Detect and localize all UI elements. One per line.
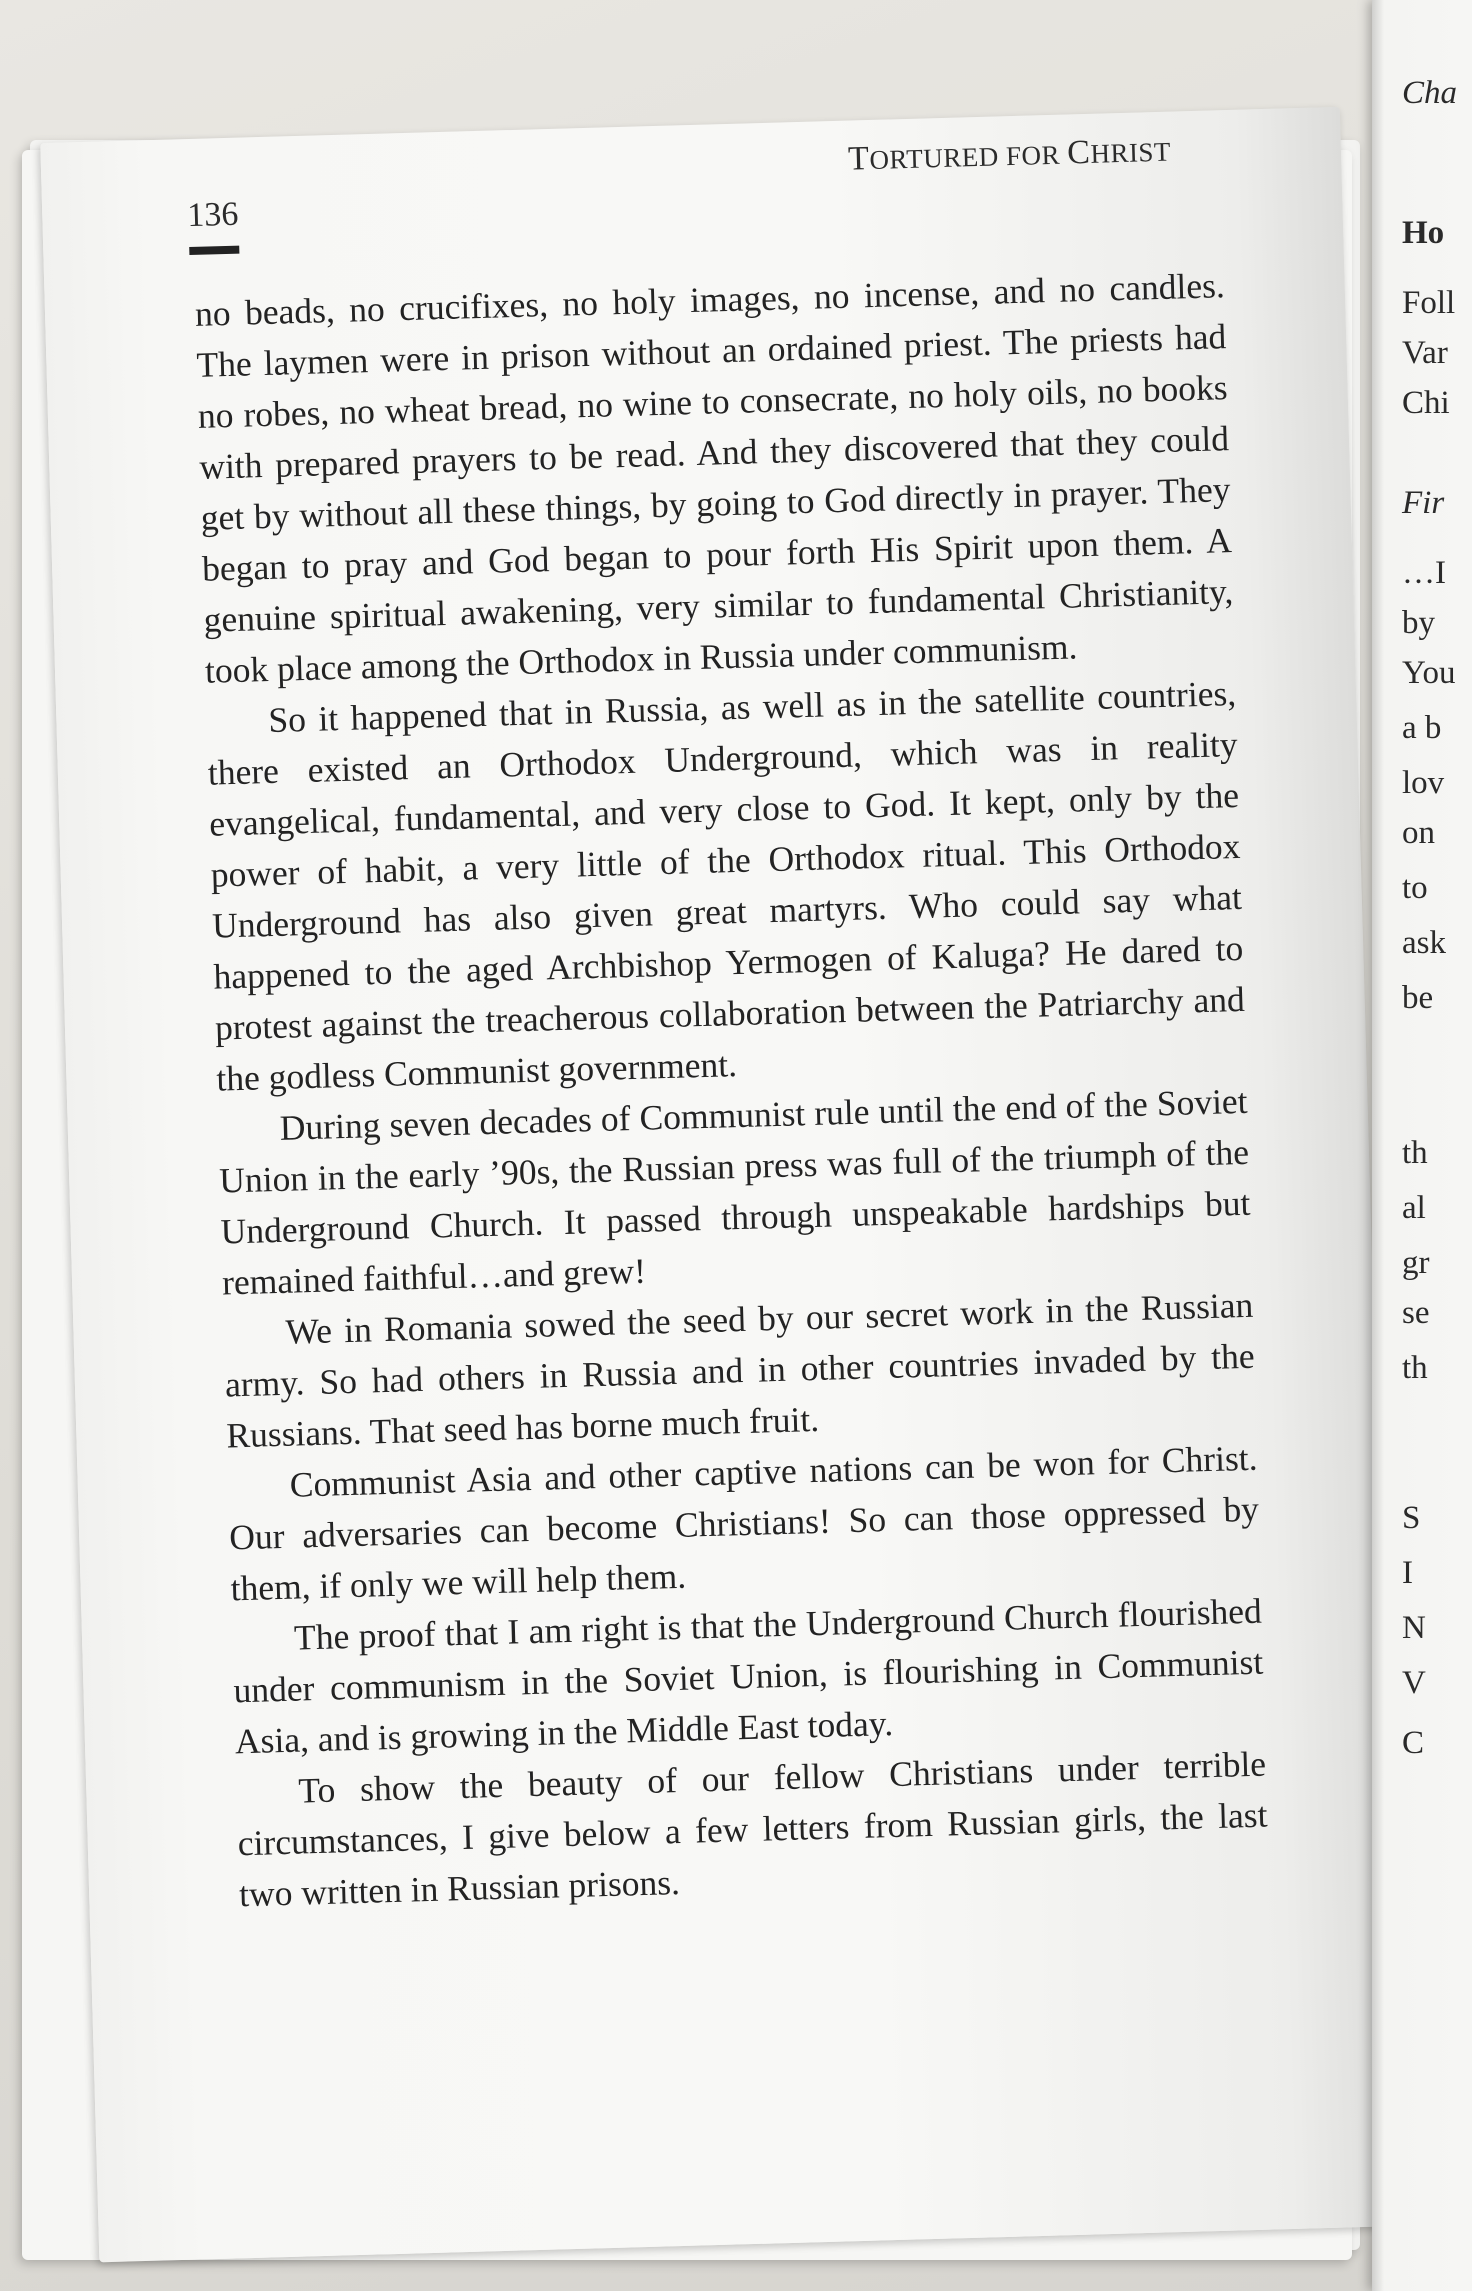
paragraph: To show the beauty of our fellow Christians under terrible circumstances, I give below a few letters from Russian girls, the last two written in Russian prisons.: [237, 1743, 1268, 1915]
next-page-fragment: Chi: [1402, 385, 1450, 421]
page-number-rule: [189, 246, 239, 255]
next-page-fragment: th: [1402, 1135, 1428, 1171]
next-page-fragment: ask: [1402, 925, 1446, 961]
paragraph: During seven decades of Communist rule until the end of the Soviet Union in the early ’90s, the Russian press was full of the triumph of the Underground Church. It passed through unspeakable hardships but remained faithful…and grew!: [218, 1080, 1251, 1303]
next-page-fragment: th: [1402, 1350, 1428, 1386]
next-page-fragment: Foll: [1402, 285, 1456, 321]
next-page-edge: [1372, 0, 1472, 2291]
next-page-fragment: S: [1402, 1500, 1421, 1536]
next-page-fragment: to: [1402, 870, 1428, 906]
next-page-fragment: by: [1402, 605, 1435, 641]
next-page-fragment: Fir: [1402, 485, 1445, 521]
next-page-fragment: Var: [1402, 335, 1448, 371]
next-page-fragment: gr: [1402, 1245, 1430, 1281]
paragraph: The proof that I am right is that the Underground Church flourished under communism in the Soviet Union, is flourishing in Communist Asia, and is growing in the Middle East today.: [232, 1590, 1264, 1762]
paragraph: Communist Asia and other captive nations can be won for Christ. Our adversaries can become Christians! So can those oppressed by them, if only we will help them.: [228, 1437, 1260, 1609]
next-page-fragment: N: [1402, 1610, 1426, 1646]
paragraph: So it happened that in Russia, as well as in the satellite countries, there existed an Orthodox Underground, which was in reality evangelical, fundamental, and very close to God. It kept, only by the power of habit, a very little of the Orthodox ritual. This Orthodox Underground has also given great martyrs. Who could say what happened to the aged Archbishop Yermogen of Kaluga? He dared to protest against the treacherous collaboration between the Patriarchy and the godless Communist government.: [207, 672, 1246, 1099]
next-page-fragment: be: [1402, 980, 1434, 1016]
next-page-fragment: V: [1402, 1665, 1426, 1701]
book-page: [40, 107, 1399, 2262]
body-text: [194, 260, 1269, 1920]
paragraph: We in Romania sowed the seed by our secret work in the Russian army. So had others in Russia and in other countries invaded by the Russians. That seed has borne much fruit.: [224, 1284, 1256, 1456]
next-page-fragment: Cha: [1402, 75, 1458, 111]
next-page-fragment: You: [1402, 655, 1456, 691]
paragraph: no beads, no crucifixes, no holy images, no incense, and no candles. The laymen were in prison without an ordained priest. The priests had no robes, no wheat bread, no wine to consecrate, no holy oils, no books with prepared prayers to be read. And they discovered that they could get by without all these things, by going to God directly in prayer. They began to pray and God began to pour forth His Spirit upon them. A genuine spiritual awakening, very similar to fundamental Christianity, took place among the Orthodox in Russia under communism.: [194, 265, 1234, 691]
next-page-fragment: C: [1402, 1725, 1425, 1761]
next-page-fragment: al: [1402, 1190, 1426, 1226]
page-number: 136: [186, 195, 239, 235]
next-page-fragment: se: [1402, 1295, 1430, 1331]
running-head: TORTURED FOR CHRIST: [847, 133, 1172, 178]
next-page-fragment: lov: [1402, 765, 1445, 801]
next-page-fragment: on: [1402, 815, 1435, 851]
next-page-fragment: I: [1402, 1555, 1413, 1591]
next-page-fragment: …I: [1402, 555, 1446, 591]
next-page-fragment: Ho: [1402, 215, 1445, 251]
next-page-fragment: a b: [1402, 710, 1442, 746]
